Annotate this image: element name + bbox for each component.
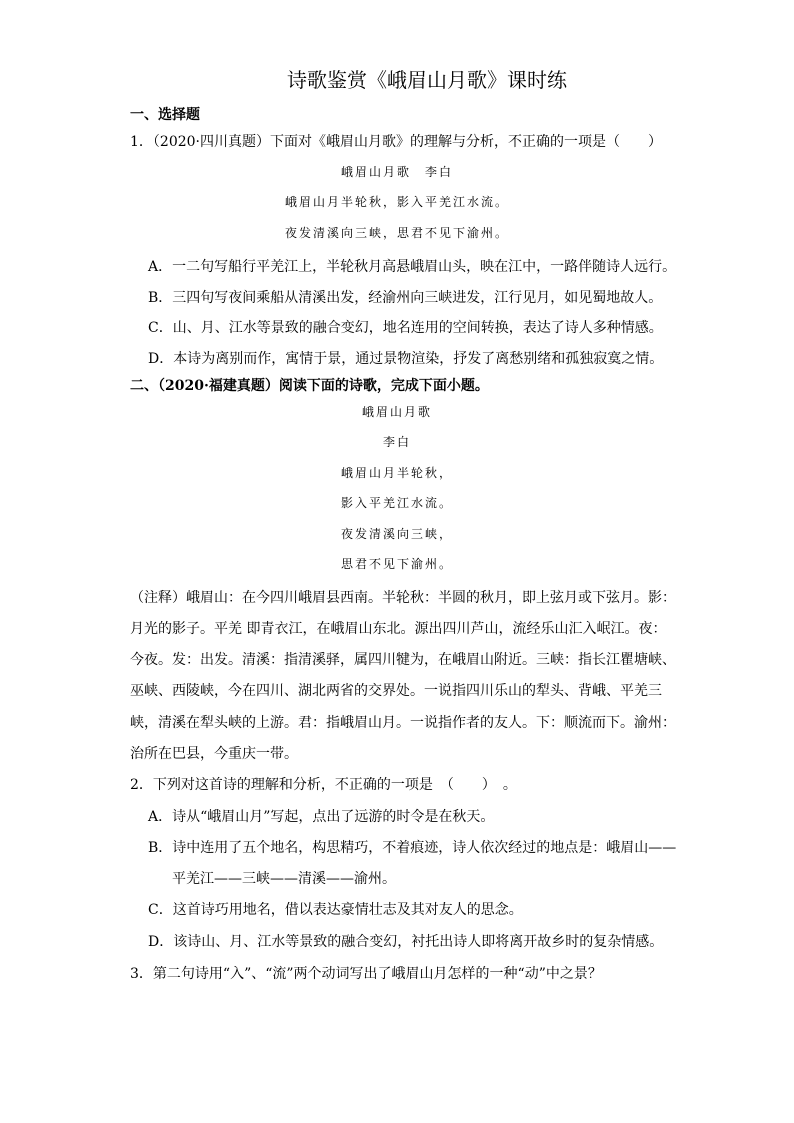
annotation-line-6: 治所在巴县，今重庆一带。: [130, 746, 298, 762]
annotation-line-5: 峡，清溪在犁头峡的上游。君：指峨眉山月。一说指作者的友人。下：顺流而下。渝州：: [130, 715, 676, 731]
poem-title-line: 峨眉山月歌 李白: [340, 165, 453, 179]
poem2-line-2: 影入平羌江水流。: [340, 496, 453, 510]
annotation-line-3: 今夜。发：出发。清溪：指清溪驿，属四川犍为，在峨眉山附近。三峡：指长江瞿塘峡、: [130, 652, 676, 668]
annotation-line-1: （注释）峨眉山：在今四川峨眉县西南。半轮秋：半圆的秋月，即上弦月或下弦月。影：: [130, 590, 676, 606]
section-heading-choice: 一、选择题: [130, 107, 200, 123]
q2-option-a: A．诗从“峨眉山月”写起，点出了远游的时令是在秋天。: [148, 809, 495, 825]
annotation-line-4: 巫峡、西陵峡，今在四川、湖北两省的交界处。一说指四川乐山的犁头、背峨、平羌三: [130, 683, 662, 699]
q1-option-a: A．一二句写船行平羌江上，半轮秋月高悬峨眉山头，映在江中，一路伴随诗人远行。: [148, 259, 677, 275]
poem2-line-3: 夜发清溪向三峡，: [340, 527, 453, 541]
q2-option-d: D．该诗山、月、江水等景致的融合变幻，衬托出诗人即将离开故乡时的复杂情感。: [148, 934, 664, 950]
q2-option-c: C．这首诗巧用地名，借以表达豪情壮志及其对友人的思念。: [148, 902, 523, 918]
q2-option-b: B．诗中连用了五个地名，构思精巧，不着痕迹，诗人依次经过的地点是：峨眉山——: [148, 840, 677, 856]
poem2-line-1: 峨眉山月半轮秋，: [340, 466, 453, 480]
q1-option-b: B．三四句写夜间乘船从清溪出发，经渝州向三峡进发，江行见月，如见蜀地故人。: [148, 290, 663, 306]
section-heading-reading: 二、（2020·福建真题）阅读下面的诗歌，完成下面小题。: [130, 378, 489, 394]
question-2-stem: 2．下列对这首诗的理解和分析，不正确的一项是 （ ） 。: [130, 777, 517, 793]
page-title: 诗歌鉴赏《峨眉山月歌》课时练: [287, 68, 567, 92]
q2-option-b-continued: 平羌江——三峡——清溪——渝州。: [172, 871, 396, 887]
poem2-title: 峨眉山月歌: [361, 405, 432, 419]
poem2-line-4: 思君不见下渝州。: [340, 557, 453, 571]
question-1-stem: 1．（2020·四川真题）下面对《峨眉山月歌》的理解与分析，不正确的一项是（ ）: [130, 134, 662, 150]
q1-option-d: D．本诗为离别而作，寓情于景，通过景物渲染，抒发了离愁别绪和孤独寂寞之情。: [148, 351, 664, 367]
question-3-stem: 3．第二句诗用“入”、“流”两个动词写出了峨眉山月怎样的一种“动”中之景？: [130, 966, 602, 982]
poem-line-1: 峨眉山月半轮秋，影入平羌江水流。: [284, 195, 509, 209]
annotation-line-2: 月光的影子。平羌 即青衣江，在峨眉山东北。源出四川芦山，流经乐山汇入岷江。夜：: [130, 621, 667, 637]
poem-line-2: 夜发清溪向三峡，思君不见下渝州。: [284, 226, 509, 240]
poem2-author: 李白: [382, 435, 411, 449]
q1-option-c: C．山、月、江水等景致的融合变幻，地名连用的空间转换，表达了诗人多种情感。: [148, 320, 663, 336]
